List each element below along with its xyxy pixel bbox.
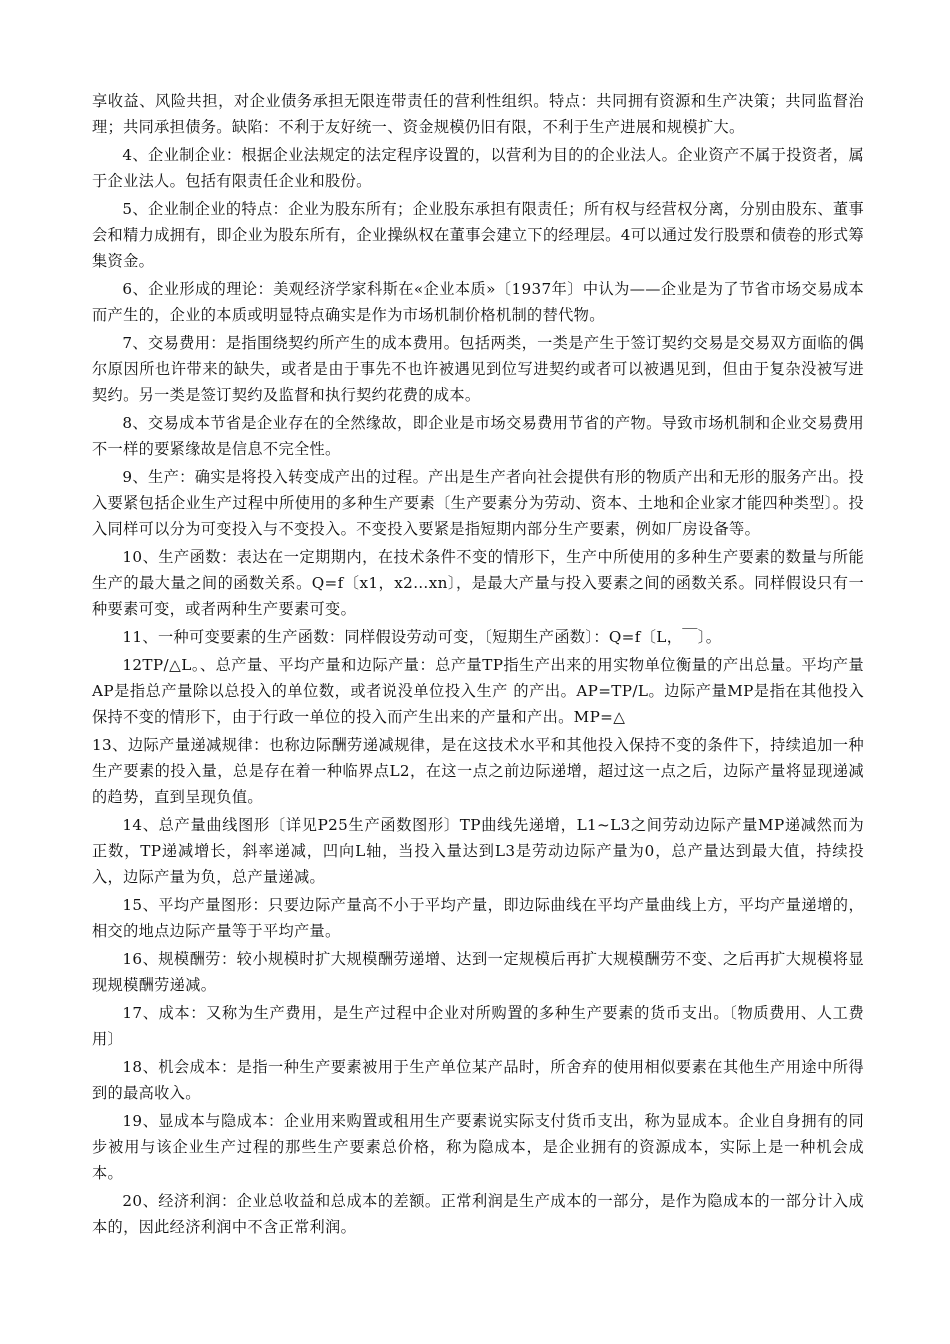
paragraph-9: 9、生产：确实是将投入转变成产出的过程。产出是生产者向社会提供有形的物质产出和无形的服务产出。投入要紧包括企业生产过程中所使用的多种生产要素〔生产要素分为劳动、资本、土地和企业家才能四种类型〕。投入同样可以分为可变投入与不变投入。不变投入要紧是指短期内部分生产要素，例如厂房设备等。 xyxy=(92,468,864,538)
paragraph-11: 11、一种可变要素的生产函数：同样假设劳动可变，〔短期生产函数〕：Q=f〔L，￣〕。 xyxy=(122,628,722,646)
paragraph-19: 19、显成本与隐成本：企业用来购置或租用生产要素说实际支付货币支出，称为显成本。企业自身拥有的同步被用与该企业生产过程的那些生产要素总价格，称为隐成本，是企业拥有的资源成本，实际上是一种机会成本。 xyxy=(92,1112,864,1182)
paragraph-14: 14、总产量曲线图形〔详见P25生产函数图形〕TP曲线先递增，L1~L3之间劳动边际产量MP递减然而为正数，TP递减增长，斜率递减，凹向L轴，当投入量达到L3是劳动边际产量为0，总产量达到最大值，持续投入，边际产量为负，总产量递减。 xyxy=(92,816,864,886)
paragraph-7: 7、交易费用：是指围绕契约所产生的成本费用。包括两类，一类是产生于签订契约交易是交易双方面临的偶尔原因所也许带来的缺失，或者是由于事先不也许被遇见到位写进契约或者可以被遇见到，但由于复杂没被写进契约。另一类是签订契约及监督和执行契约花费的成本。 xyxy=(92,334,864,404)
paragraph-15: 15、平均产量图形：只要边际产量高不小于平均产量，即边际曲线在平均产量曲线上方，平均产量递增的，相交的地点边际产量等于平均产量。 xyxy=(92,896,864,940)
paragraph-8: 8、交易成本节省是企业存在的全然缘故，即企业是市场交易费用节省的产物。导致市场机制和企业交易费用不一样的要紧缘故是信息不完全性。 xyxy=(92,414,864,458)
paragraph-17: 17、成本：又称为生产费用，是生产过程中企业对所购置的多种生产要素的货币支出。〔物质费用、人工费用〕 xyxy=(92,1004,864,1048)
paragraph-10: 10、生产函数：表达在一定期期内，在技术条件不变的情形下，生产中所使用的多种生产要素的数量与所能生产的最大量之间的函数关系。Q=f〔x1，x2…xn〕，是最大产量与投入要素之间的函数关系。同样假设只有一种要素可变，或者两种生产要素可变。 xyxy=(92,548,864,618)
paragraph-13: 13、边际产量递减规律：也称边际酬劳递减规律，是在这技术水平和其他投入保持不变的条件下，持续追加一种生产要素的投入量，总是存在着一种临界点L2，在这一点之前边际递增，超过这一点之后，边际产量将显现递减的趋势，直到呈现负值。 xyxy=(92,736,864,806)
paragraph-5: 5、企业制企业的特点：企业为股东所有；企业股东承担有限责任；所有权与经营权分离，分别由股东、董事会和精力成拥有，即企业为股东所有，企业操纵权在董事会建立下的经理层。4可以通过发行股票和债卷的形式筹集资金。 xyxy=(92,200,864,270)
document-body xyxy=(92,88,864,1242)
paragraph-20: 20、经济利润：企业总收益和总成本的差额。正常利润是生产成本的一部分，是作为隐成本的一部分计入成本的，因此经济利润中不含正常利润。 xyxy=(92,1192,864,1236)
paragraph-6: 6、企业形成的理论：美观经济学家科斯在«企业本质»〔1937年〕中认为——企业是为了节省市场交易成本而产生的，企业的本质或明显特点确实是作为市场机制价格机制的替代物。 xyxy=(92,280,864,324)
paragraph-4: 4、企业制企业：根据企业法规定的法定程序设置的，以营利为目的的企业法人。企业资产不属于投资者，属于企业法人。包括有限责任企业和股份。 xyxy=(92,146,864,190)
paragraph-partnership-continued: 享收益、风险共担，对企业债务承担无限连带责任的营利性组织。特点：共同拥有资源和生产决策；共同监督治理；共同承担债务。缺陷：不利于友好统一、资金规模仍旧有限，不利于生产进展和规模扩大。 xyxy=(92,92,864,136)
paragraph-18: 18、机会成本：是指一种生产要素被用于生产单位某产品时，所舍弃的使用相似要素在其他生产用途中所得到的最高收入。 xyxy=(92,1058,864,1102)
paragraph-16: 16、规模酬劳：较小规模时扩大规模酬劳递增、达到一定规模后再扩大规模酬劳不变、之后再扩大规模将显现规模酬劳递减。 xyxy=(92,950,864,994)
paragraph-12: 12TP/△L。、总产量、平均产量和边际产量：总产量TP指生产出来的用实物单位衡量的产出总量。平均产量AP是指总产量除以总投入的单位数，或者说没单位投入生产 的产出。AP=TP/L。边际产量MP是指在其他投入保持不变的情形下，由于行政一单位的投入而产生出来的产量和产出。MP=△ xyxy=(92,656,864,726)
